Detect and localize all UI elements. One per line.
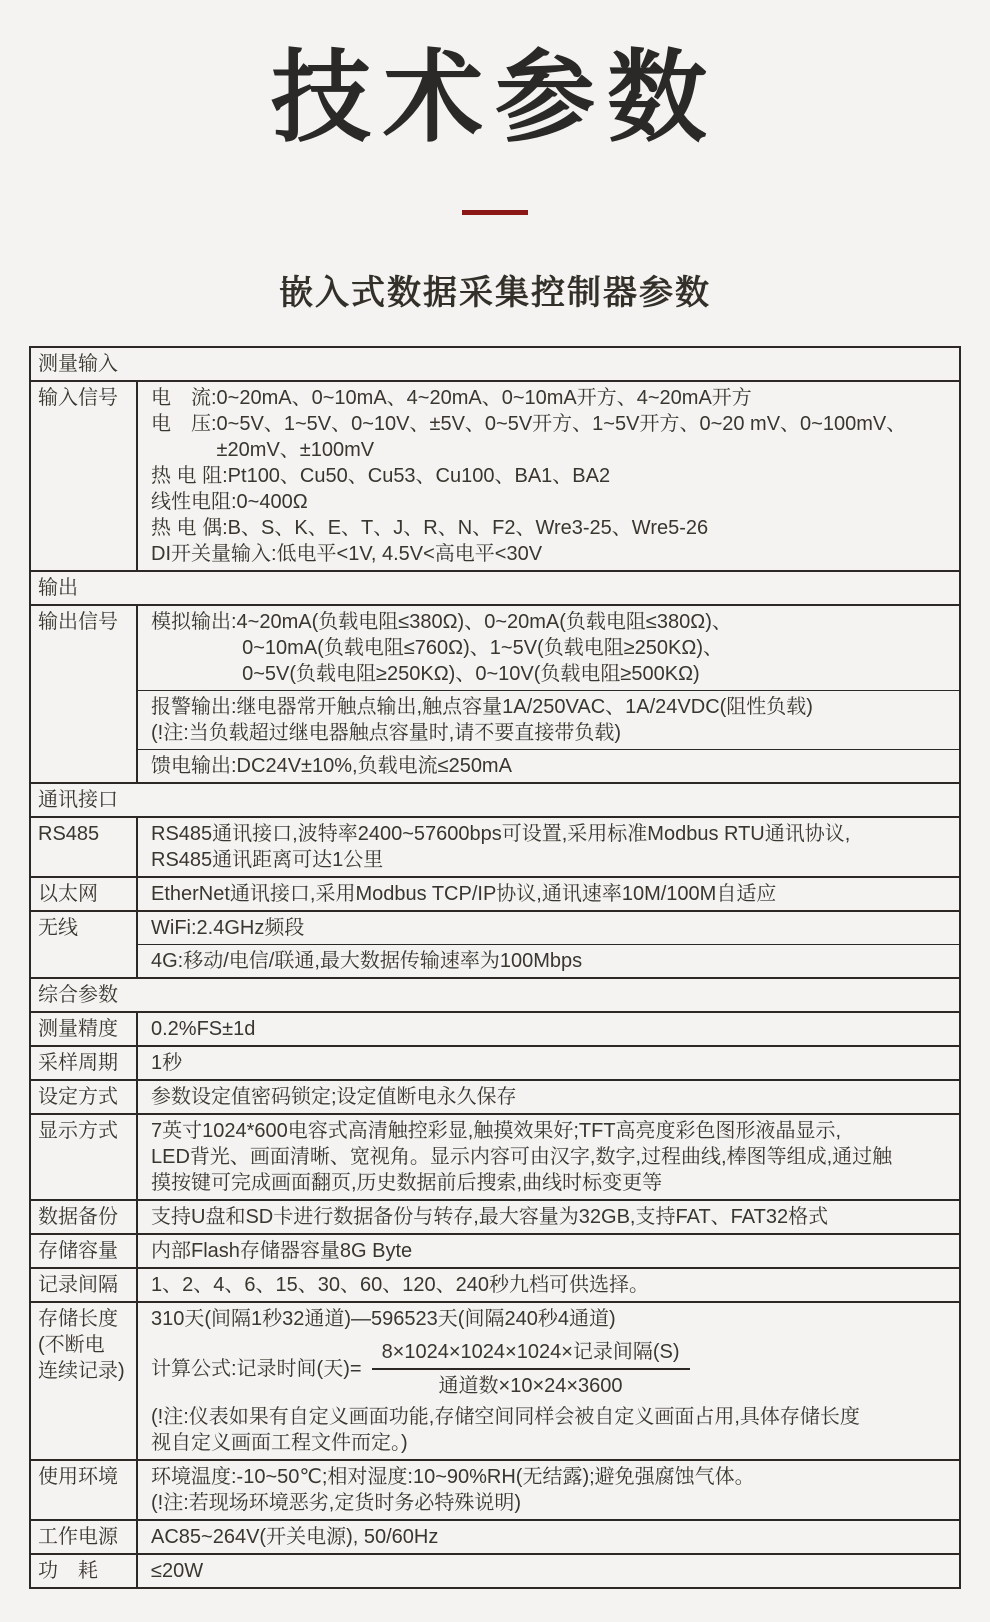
row-label-line: 存储长度 bbox=[38, 1308, 118, 1330]
spec-line: (!注:仪表如果有自定义画面功能,存储空间同样会被自定义画面占用,具体存储长度 bbox=[151, 1406, 860, 1428]
table-row bbox=[30, 1080, 960, 1114]
formula-denominator: 通道数×10×24×3600 bbox=[438, 1375, 623, 1397]
spec-line: 7英寸1024*600电容式高清触控彩显,触摸效果好;TFT高亮度彩色图形液晶显示, bbox=[151, 1120, 842, 1142]
row-label bbox=[30, 1520, 137, 1554]
table-row bbox=[30, 605, 960, 691]
row-label bbox=[30, 911, 137, 978]
row-content bbox=[137, 1268, 960, 1302]
row-label bbox=[30, 1046, 137, 1080]
formula-numerator: 8×1024×1024×1024×记录间隔(S) bbox=[372, 1339, 690, 1370]
row-label bbox=[30, 877, 137, 911]
title-accent-divider bbox=[462, 210, 528, 215]
storage-formula bbox=[151, 1339, 951, 1399]
row-content bbox=[137, 1302, 960, 1460]
table-row bbox=[30, 817, 960, 877]
row-label-line: (不断电 bbox=[38, 1334, 105, 1356]
row-label-line: 设定方式 bbox=[38, 1086, 118, 1108]
table-section-header: 测量输入 bbox=[30, 347, 960, 381]
row-label-line: 连续记录) bbox=[38, 1360, 125, 1382]
formula-prefix: 计算公式:记录时间(天)= bbox=[151, 1358, 362, 1380]
spec-line: 1、2、4、6、15、30、60、120、240秒九档可供选择。 bbox=[151, 1274, 649, 1296]
row-content bbox=[137, 945, 960, 979]
spec-line: ≤20W bbox=[151, 1560, 204, 1582]
spec-line: ±20mV、±100mV bbox=[151, 439, 375, 461]
spec-line: 支持U盘和SD卡进行数据备份与转存,最大容量为32GB,支持FAT、FAT32格式 bbox=[151, 1206, 829, 1228]
row-content bbox=[137, 877, 960, 911]
row-content bbox=[137, 381, 960, 571]
table-row bbox=[30, 1268, 960, 1302]
row-content bbox=[137, 1554, 960, 1588]
row-content bbox=[137, 817, 960, 877]
table-row bbox=[30, 1460, 960, 1520]
spec-line: 电 压:0~5V、1~5V、0~10V、±5V、0~5V开方、1~5V开方、0~20 mV、0~100mV、 bbox=[151, 413, 907, 435]
table-row bbox=[30, 1302, 960, 1460]
row-label-line: 输出信号 bbox=[38, 611, 118, 633]
table-row bbox=[30, 381, 960, 571]
row-label bbox=[30, 1200, 137, 1234]
table-section-row bbox=[30, 783, 960, 817]
spec-line: AC85~264V(开关电源), 50/60Hz bbox=[151, 1526, 439, 1548]
row-label-line: 使用环境 bbox=[38, 1466, 118, 1488]
table-section-header: 综合参数 bbox=[30, 978, 960, 1012]
spec-line: 模拟输出:4~20mA(负载电阻≤380Ω)、0~20mA(负载电阻≤380Ω)、 bbox=[151, 611, 732, 633]
table-row bbox=[30, 1554, 960, 1588]
spec-line: 摸按键可完成画面翻页,历史数据前后搜索,曲线时标变更等 bbox=[151, 1172, 663, 1194]
spec-line: 电 流:0~20mA、0~10mA、4~20mA、0~10mA开方、4~20mA开方 bbox=[151, 387, 752, 409]
spec-table-body bbox=[30, 347, 960, 1588]
spec-line: 报警输出:继电器常开触点输出,触点容量1A/250VAC、1A/24VDC(阻性负载) bbox=[151, 696, 813, 718]
table-row bbox=[30, 911, 960, 945]
table-row bbox=[30, 1200, 960, 1234]
table-section-header: 通讯接口 bbox=[30, 783, 960, 817]
row-content bbox=[137, 1520, 960, 1554]
row-label-line: 数据备份 bbox=[38, 1206, 118, 1228]
spec-line: 参数设定值密码锁定;设定值断电永久保存 bbox=[151, 1086, 517, 1108]
row-label-line: RS485 bbox=[38, 823, 100, 845]
table-row bbox=[30, 1114, 960, 1200]
row-label-line: 显示方式 bbox=[38, 1120, 118, 1142]
spec-line: (!注:若现场环境恶劣,定货时务必特殊说明) bbox=[151, 1492, 521, 1514]
table-row bbox=[30, 1046, 960, 1080]
spec-line: 0~5V(负载电阻≥250KΩ)、0~10V(负载电阻≥500KΩ) bbox=[151, 663, 700, 685]
spec-line: 环境温度:-10~50℃;相对湿度:10~90%RH(无结露);避免强腐蚀气体。 bbox=[151, 1466, 755, 1488]
row-content bbox=[137, 691, 960, 750]
row-label-line: 无线 bbox=[38, 917, 78, 939]
spec-line: 1秒 bbox=[151, 1052, 183, 1074]
row-label bbox=[30, 1012, 137, 1046]
table-row bbox=[30, 750, 960, 784]
spec-line: DI开关量输入:低电平<1V, 4.5V<高电平<30V bbox=[151, 543, 543, 565]
row-label bbox=[30, 1234, 137, 1268]
table-section-header: 输出 bbox=[30, 571, 960, 605]
row-label bbox=[30, 381, 137, 571]
spec-line: 4G:移动/电信/联通,最大数据传输速率为100Mbps bbox=[151, 950, 583, 972]
spec-line: 视自定义画面工程文件而定。) bbox=[151, 1432, 408, 1454]
row-label-line: 输入信号 bbox=[38, 387, 118, 409]
row-label-line: 记录间隔 bbox=[38, 1274, 118, 1296]
spec-line: RS485通讯接口,波特率2400~57600bps可设置,采用标准Modbus RTU通讯协议, bbox=[151, 823, 851, 845]
row-label bbox=[30, 605, 137, 783]
spec-line: 0.2%FS±1d bbox=[151, 1018, 256, 1040]
table-row bbox=[30, 1520, 960, 1554]
spec-line: EtherNet通讯接口,采用Modbus TCP/IP协议,通讯速率10M/100M自适应 bbox=[151, 883, 777, 905]
row-content bbox=[137, 1046, 960, 1080]
table-row bbox=[30, 1012, 960, 1046]
row-content bbox=[137, 1080, 960, 1114]
row-label-line: 存储容量 bbox=[38, 1240, 118, 1262]
spec-line: RS485通讯距离可达1公里 bbox=[151, 849, 384, 871]
section-subtitle: 嵌入式数据采集控制器参数 bbox=[279, 274, 711, 312]
table-section-row bbox=[30, 571, 960, 605]
row-content bbox=[137, 1012, 960, 1046]
spec-line: WiFi:2.4GHz频段 bbox=[151, 917, 305, 939]
spec-line: 线性电阻:0~400Ω bbox=[151, 491, 308, 513]
row-label-line: 以太网 bbox=[38, 883, 98, 905]
spec-line: 热 电 阻:Pt100、Cu50、Cu53、Cu100、BA1、BA2 bbox=[151, 465, 611, 487]
table-row bbox=[30, 877, 960, 911]
row-label-line: 工作电源 bbox=[38, 1526, 118, 1548]
row-content bbox=[137, 750, 960, 784]
table-row bbox=[30, 945, 960, 979]
spec-table bbox=[29, 346, 961, 1589]
row-content bbox=[137, 605, 960, 691]
page-title: 技术参数 bbox=[271, 42, 719, 154]
spec-line: (!注:当负载超过继电器触点容量时,请不要直接带负载) bbox=[151, 722, 621, 744]
row-content bbox=[137, 1114, 960, 1200]
spec-line: 310天(间隔1秒32通道)—596523天(间隔240秒4通道) bbox=[151, 1308, 616, 1330]
row-label bbox=[30, 1114, 137, 1200]
table-row bbox=[30, 691, 960, 750]
spec-line: 内部Flash存储器容量8G Byte bbox=[151, 1240, 413, 1262]
row-label bbox=[30, 1268, 137, 1302]
spec-line: 热 电 偶:B、S、K、E、T、J、R、N、F2、Wre3-25、Wre5-26 bbox=[151, 517, 709, 539]
row-content bbox=[137, 911, 960, 945]
spec-line: 馈电输出:DC24V±10%,负载电流≤250mA bbox=[151, 755, 512, 777]
row-label-line: 测量精度 bbox=[38, 1018, 118, 1040]
formula-fraction bbox=[372, 1339, 690, 1399]
row-label bbox=[30, 1460, 137, 1520]
row-label bbox=[30, 1554, 137, 1588]
row-label-line: 采样周期 bbox=[38, 1052, 118, 1074]
row-content bbox=[137, 1200, 960, 1234]
spec-line: LED背光、画面清晰、宽视角。显示内容可由汉字,数字,过程曲线,棒图等组成,通过触 bbox=[151, 1146, 893, 1168]
row-label-line: 功 耗 bbox=[38, 1560, 98, 1582]
table-section-row bbox=[30, 978, 960, 1012]
row-label bbox=[30, 1302, 137, 1460]
row-label bbox=[30, 817, 137, 877]
table-row bbox=[30, 1234, 960, 1268]
table-section-row bbox=[30, 347, 960, 381]
row-label bbox=[30, 1080, 137, 1114]
row-content bbox=[137, 1460, 960, 1520]
spec-line: 0~10mA(负载电阻≤760Ω)、1~5V(负载电阻≥250KΩ)、 bbox=[151, 637, 724, 659]
row-content bbox=[137, 1234, 960, 1268]
